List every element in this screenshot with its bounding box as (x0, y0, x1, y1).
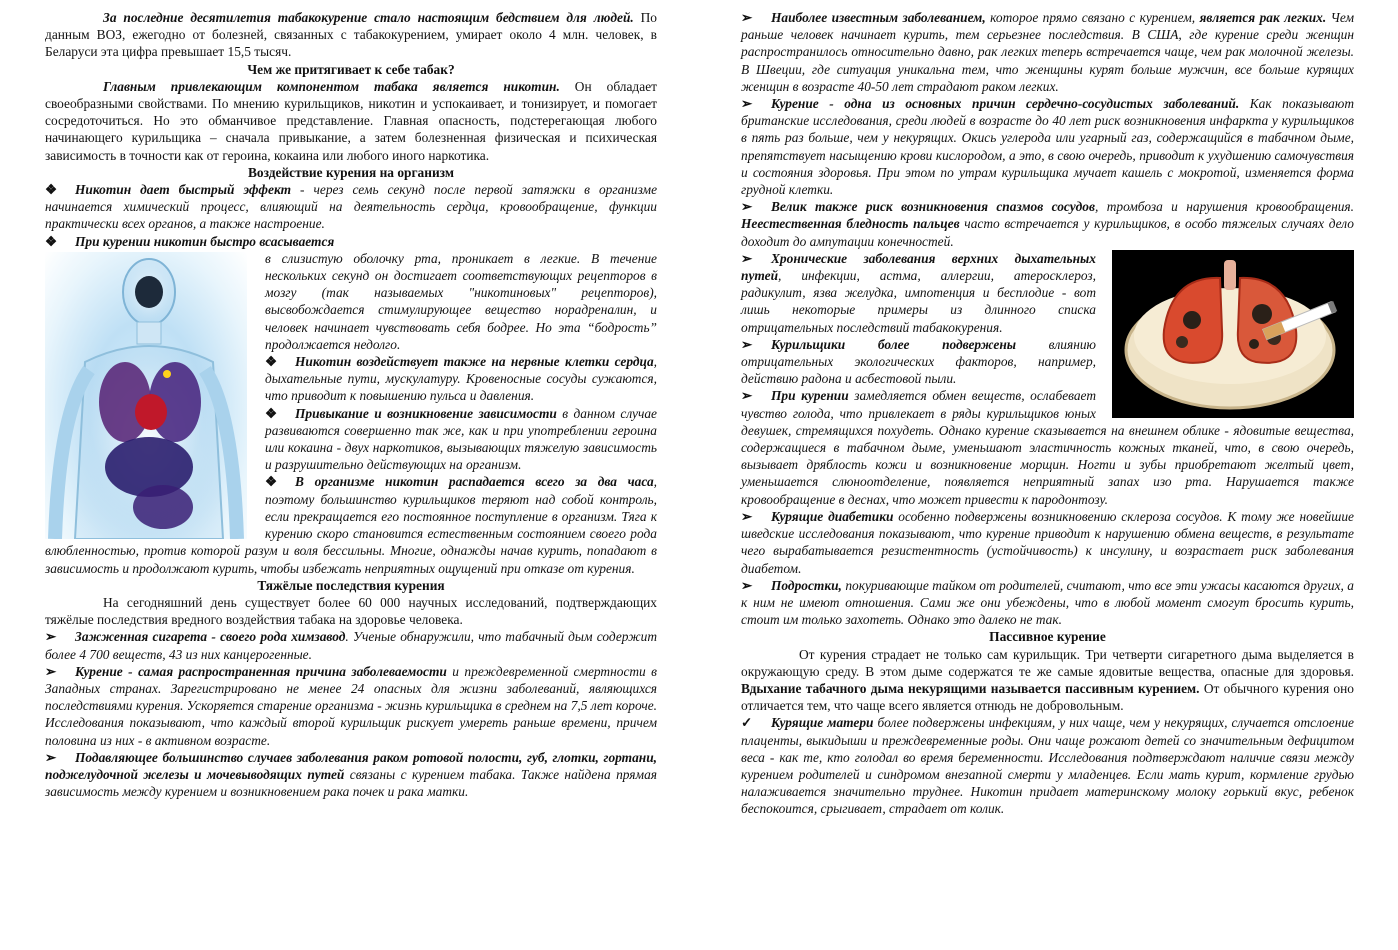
arrow-bullet-icon: ➢ (741, 10, 753, 25)
disease-item: ➢ Наиболее известным заболеванием, которое прямо связано с курением, является рак легких. Чем раньше человек начинает курить, тем серьезнее последствия. В США, где курение среди женщин распространилось относительно давно, рак легких теперь встречается чаще, чем рак молочной железы. В Швеции, где ситуация уникальна тем, что женщины курят больше мужчин, все больше курящих женщин в возрасте 40-50 лет страдают раком легких. (741, 10, 1354, 94)
arrow-bullet-icon: ➢ (45, 749, 57, 765)
diamond-bullet-icon: ❖ (265, 405, 278, 421)
disease-item: ➢ Подростки, покуривающие тайком от родителей, считают, что все эти ужасы касаются других, а к ним не имеют отношения. Сами же они убеждены, что в любой момент смогут бросить курить, стоит им только захотеть. Однако это далеко не так. (741, 577, 1354, 628)
effect-item-continued: в слизистую оболочку рта, проникает в легкие. В течение нескольких секунд он достигает соответствующих рецепторов в мозгу (так называемых "никотиновых" рецепторов), высвобождается стимулирующее вещество норадреналин, и человек начинает чувствовать себя бодрее. Но эта “бодрость” продолжается недолго. (265, 250, 657, 352)
heading-effects: Воздействие курения на организм (247, 164, 454, 180)
effect-item: ❖ В организме никотин распадается всего за два часа, поэтому большинство курильщиков теряют над собой контроль, если прекращается его постоянное поступление в организм. Тяга к курению скоро становится естественным состоянием своего рода влюбленностью, против которой разум и воля бессильны. Многие, однажды начав курить, попадают в зависимость и продолжают курить, чтобы избежать неприятных ощущений при отказе от курения. (45, 474, 657, 576)
arrow-bullet-icon: ➢ (741, 577, 753, 593)
heading-consequences: Тяжёлые последствия курения (257, 577, 445, 593)
arrow-bullet-icon: ➢ (741, 199, 753, 215)
effect-item: ❖ Никотин воздействует также на нервные клетки сердца, дыхательные пути, мускулатуру. Кровеносные сосуды сужаются, что приводит к повышению пульса и давления. (265, 354, 657, 404)
effect-item: ❖ Никотин дает быстрый эффект - через семь секунд после первой затяжки в организме начинается химический процесс, влияющий на деятельность сердца, кровообращение, функции практически всех органов, а также настроение. (45, 182, 658, 232)
arrow-bullet-icon: ➢ (45, 629, 57, 645)
disease-item: ➢ Хронические заболевания верхних дыхательных путей, инфекции, астма, аллергии, атеросклероз, радикулит, язва желудка, импотенция и бесплодие - вот лишь некоторые примеры из длинного списка отрицательных последствий табакокурения. (741, 250, 1096, 335)
left-column (45, 9, 657, 800)
effect-item: ❖ При курении никотин быстро всасывается (45, 233, 335, 249)
consequence-item: ➢ Зажженная сигарета - своего рода химзавод. Ученые обнаружили, что табачный дым содержит более 4 700 веществ, 43 из них канцерогенные. (45, 629, 657, 662)
consequence-item: ➢ Курение - самая распространенная причина заболеваемости и преждевременной смертности в Западных странах. Зарегистрировано не менее 24 опасных для жизни заболеваний, являющихся последствиями курения. Ускоряется старение организма - жизнь курильщика в среднем на 7,5 лет короче. Исследования показывают, что каждый второй курильщик рискует умереть раньше времени, причем половина из них - в активном возрасте. (45, 663, 657, 748)
heading-attraction: Чем же притягивает к себе табак? (247, 61, 455, 77)
arrow-bullet-icon: ➢ (741, 508, 753, 524)
arrow-bullet-icon: ➢ (45, 663, 57, 679)
effect-item: ❖ Привыкание и возникновение зависимости в данном случае развиваются совершенно так же, как и при употреблении героина или кокаина - двух наркотиков, вызывающих тяжелую зависимость и разрушительно действующих на организм. (265, 405, 657, 473)
check-bullet-icon: ✓ (741, 715, 753, 731)
arrow-bullet-icon: ➢ (741, 336, 753, 352)
arrow-bullet-icon: ➢ (741, 250, 753, 266)
right-column (741, 9, 1354, 818)
diamond-bullet-icon: ❖ (45, 182, 58, 198)
disease-item: ➢ Курильщики более подвержены влиянию отрицательных экологических факторов, например, действию радона и асбестовой пыли. (741, 336, 1096, 387)
disease-item: ➢ Велик также риск возникновения спазмов сосудов, тромбоза и нарушения кровообращения. Неестественная бледность пальцев часто встречается у курильщиков, в особо тяжелых случаях дело доходит до ампутации конечностей. (741, 199, 1354, 249)
mothers-item: ✓ Курящие матери более подвержены инфекциям, у них чаще, чем у некурящих, случается отслоение плаценты, выкидыши и преждевременные роды. Они чаще рожают детей со значительным дефицитом веса - как те, кто голодал во время беременности. Исследования подтверждают наличие связи между курением родителей и синдромом внезапной смерти у младенцев. Если мать курит, кормление грудью налаживается значительно труднее. Никотин придает материнскому молоку горький вкус, ребенок беспокоится, срыгивает, страдает от колик. (741, 715, 1355, 817)
arrow-bullet-icon: ➢ (741, 388, 753, 404)
human-body-illustration (45, 252, 247, 539)
arrow-bullet-icon: ➢ (741, 96, 753, 112)
lungs-ashtray-illustration (1112, 250, 1354, 418)
consequences-intro: На сегодняшний день существует более 60 000 научных исследований, подтверждающих тяжёлые последствия вредного воздействия табака на здоровье человека. (45, 594, 657, 628)
intro-paragraph: За последние десятилетия табакокурение стало настоящим бедствием для людей. По данным ВОЗ, ежегодно от болезней, связанных с табакокурением, умирает около 4 млн. человек, в Беларуси эта цифра превышает 15,5 тысяч. (45, 10, 658, 60)
disease-item: ➢ При курении замедляется обмен веществ, ослабевает чувство голода, что привлекает в ряды курильщиков юных девушек, стремящихся похудеть. Однако курение сказывается на внешнем облике - ядовитые вещества, содержащиеся в табачном дыме, уменьшают эластичность кожных тканей, что, в свою очередь, вызывает дряблость кожи и возникновение морщин. Ногти и зубы приобретают желтый цвет, уменьшается слюноотделение, появляется неприятный запах изо рта. Нарушается также кровообращение в деснах, что может привести к пародонтозу. (741, 388, 1354, 507)
attraction-paragraph: Главным привлекающим компонентом табака является никотин. Он обладает своеобразными свойствами. По мнению курильщиков, никотин и успокаивает, и тонизирует, и помогает сосредоточиться. Но это обманчивое представление. Главная опасность, подстерегающая любого начинающего курильщика – сначала привыкание, а затем болезненная физическая и психическая зависимость в точности как от героина, кокаина или любого иного наркотика. (45, 78, 657, 163)
diamond-bullet-icon: ❖ (265, 474, 278, 490)
diamond-bullet-icon: ❖ (45, 233, 58, 249)
consequence-item: ➢ Подавляющее большинство случаев заболевания раком ротовой полости, губ, глотки, гортани, поджелудочной железы и мочевыводящих путей связаны с курением табака. Также найдена прямая зависимость между курением и возникновением рака почек и рака матки. (45, 749, 657, 800)
diamond-bullet-icon: ❖ (265, 354, 278, 370)
passive-smoking-paragraph: От курения страдает не только сам курильщик. Три четверти сигаретного дыма выделяется в окружающую среду. В этом дыме содержатся те же самые ядовитые вещества, опасные для здоровья. Вдыхание табачного дыма некурящими называется пассивным курением. От обычного курения оно отличается тем, что чаще всего является отнюдь не добровольным. (741, 646, 1354, 714)
disease-item: ➢ Курение - одна из основных причин сердечно-сосудистых заболеваний. Как показывают британские исследования, среди людей в возрасте до 40 лет риск возникновения инфаркта у курильщиков в пять раз больше, чем у некурящих. Окись углерода или угарный газ, содержащийся в табачном дыме, препятствует насыщению крови кислородом, а это, в свою очередь, приводит к ухудшению самочувствия и состояния здоровья. При этом по утрам курильщика мучает кашель с мокротой, изменяется форма грудной клетки. (741, 96, 1354, 198)
disease-item: ➢ Курящие диабетики особенно подвержены возникновению склероза сосудов. К тому же новейшие шведские исследования показывают, что курение приводит к нарушению обмена веществ, в результате чего вырабатывается резистентность (устойчивость) к инсулину, и возрастает риск заболевания диабетом. (741, 508, 1354, 576)
heading-passive-smoking: Пассивное курение (989, 629, 1106, 645)
